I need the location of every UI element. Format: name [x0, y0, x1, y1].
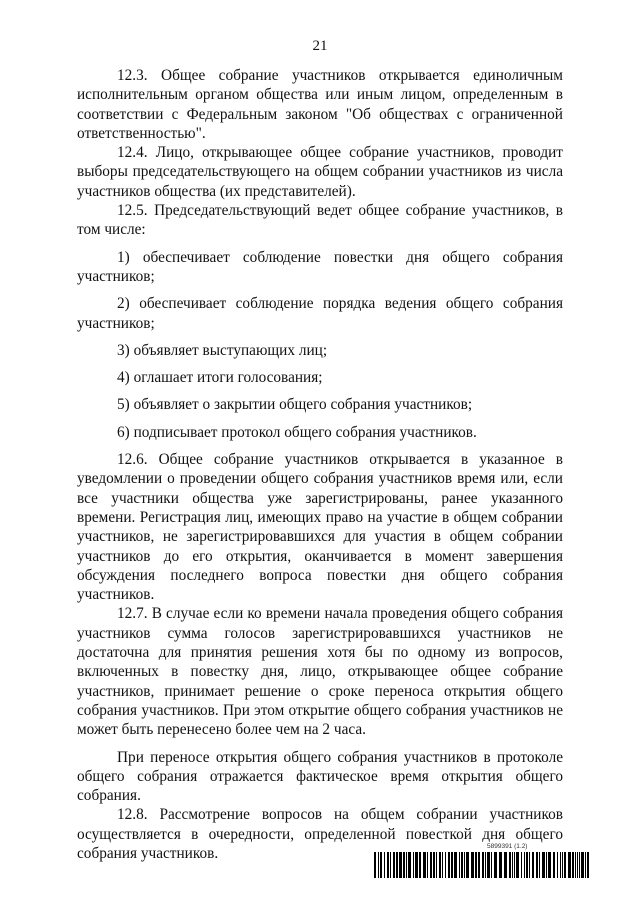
paragraph-12-7: 12.7. В случае если ко времени начала проведения общего собрания участников сумма голосов зарегистрировавшихся участников не достаточна для принятия решения хотя бы по одному из вопросов, включенных в повестку дня, лицо, открывающее общее собрание участников, принимает решение о сроке переноса открытия общего собрания участников. При этом открытие общего собрания участников не может быть перенесено более чем на 2 часа. — [77, 605, 563, 739]
list-item-6: 6) подписывает протокол общего собрания участников. — [117, 423, 477, 441]
paragraph-12-4: 12.4. Лицо, открывающее общее собрание участников, проводит выборы председательствующего на общем собрании участников из числа участников общества (их представителей). — [77, 144, 563, 200]
paragraph-12-3: 12.3. Общее собрание участников открывается единоличным исполнительным органом общества или иным лицом, определенным в соответствии с Федеральным законом "Об обществах с ограниченной ответственностью". — [77, 67, 563, 142]
paragraph-12-6: 12.6. Общее собрание участников открывается в указанное в уведомлении о проведении общего собрания участников время или, если все участники общества уже зарегистрированы, ранее указанного времени. Регистрация лиц, имеющих право на участие в общем собрании участников, не зарегистрировавшихся для участия в общем собрании участников до его открытия, оканчивается в момент завершения обсуждения последнего вопроса повестки дня общего собрания участников. — [77, 451, 563, 604]
paragraph-12-8: 12.8. Рассмотрение вопросов на общем собрании участников осуществляется в очередности, определенной повесткой дня общего собрания участников. — [77, 806, 563, 862]
list-item-1: 1) обеспечивает соблюдение повестки дня общего собрания участников; — [77, 248, 563, 285]
barcode — [374, 852, 592, 878]
list-item-4: 4) оглашает итоги голосования; — [117, 369, 323, 387]
paragraph-postponement: При переносе открытия общего собрания участников в протоколе общего собрания отражается фактическое время открытия общего собрания. — [77, 748, 563, 805]
list-item-2: 2) обеспечивает соблюдение порядка ведения общего собрания участников; — [77, 295, 563, 332]
list-item-3: 3) объявляет выступающих лиц; — [117, 341, 328, 359]
document-body — [77, 66, 563, 863]
list-item-5: 5) объявляет о закрытии общего собрания участников; — [117, 396, 473, 414]
barcode-caption: 5899391 (1.2) — [487, 843, 528, 850]
paragraph-12-5: 12.5. Председательствующий ведет общее собрание участников, в том числе: — [77, 202, 563, 239]
page-number: 21 — [312, 38, 328, 54]
